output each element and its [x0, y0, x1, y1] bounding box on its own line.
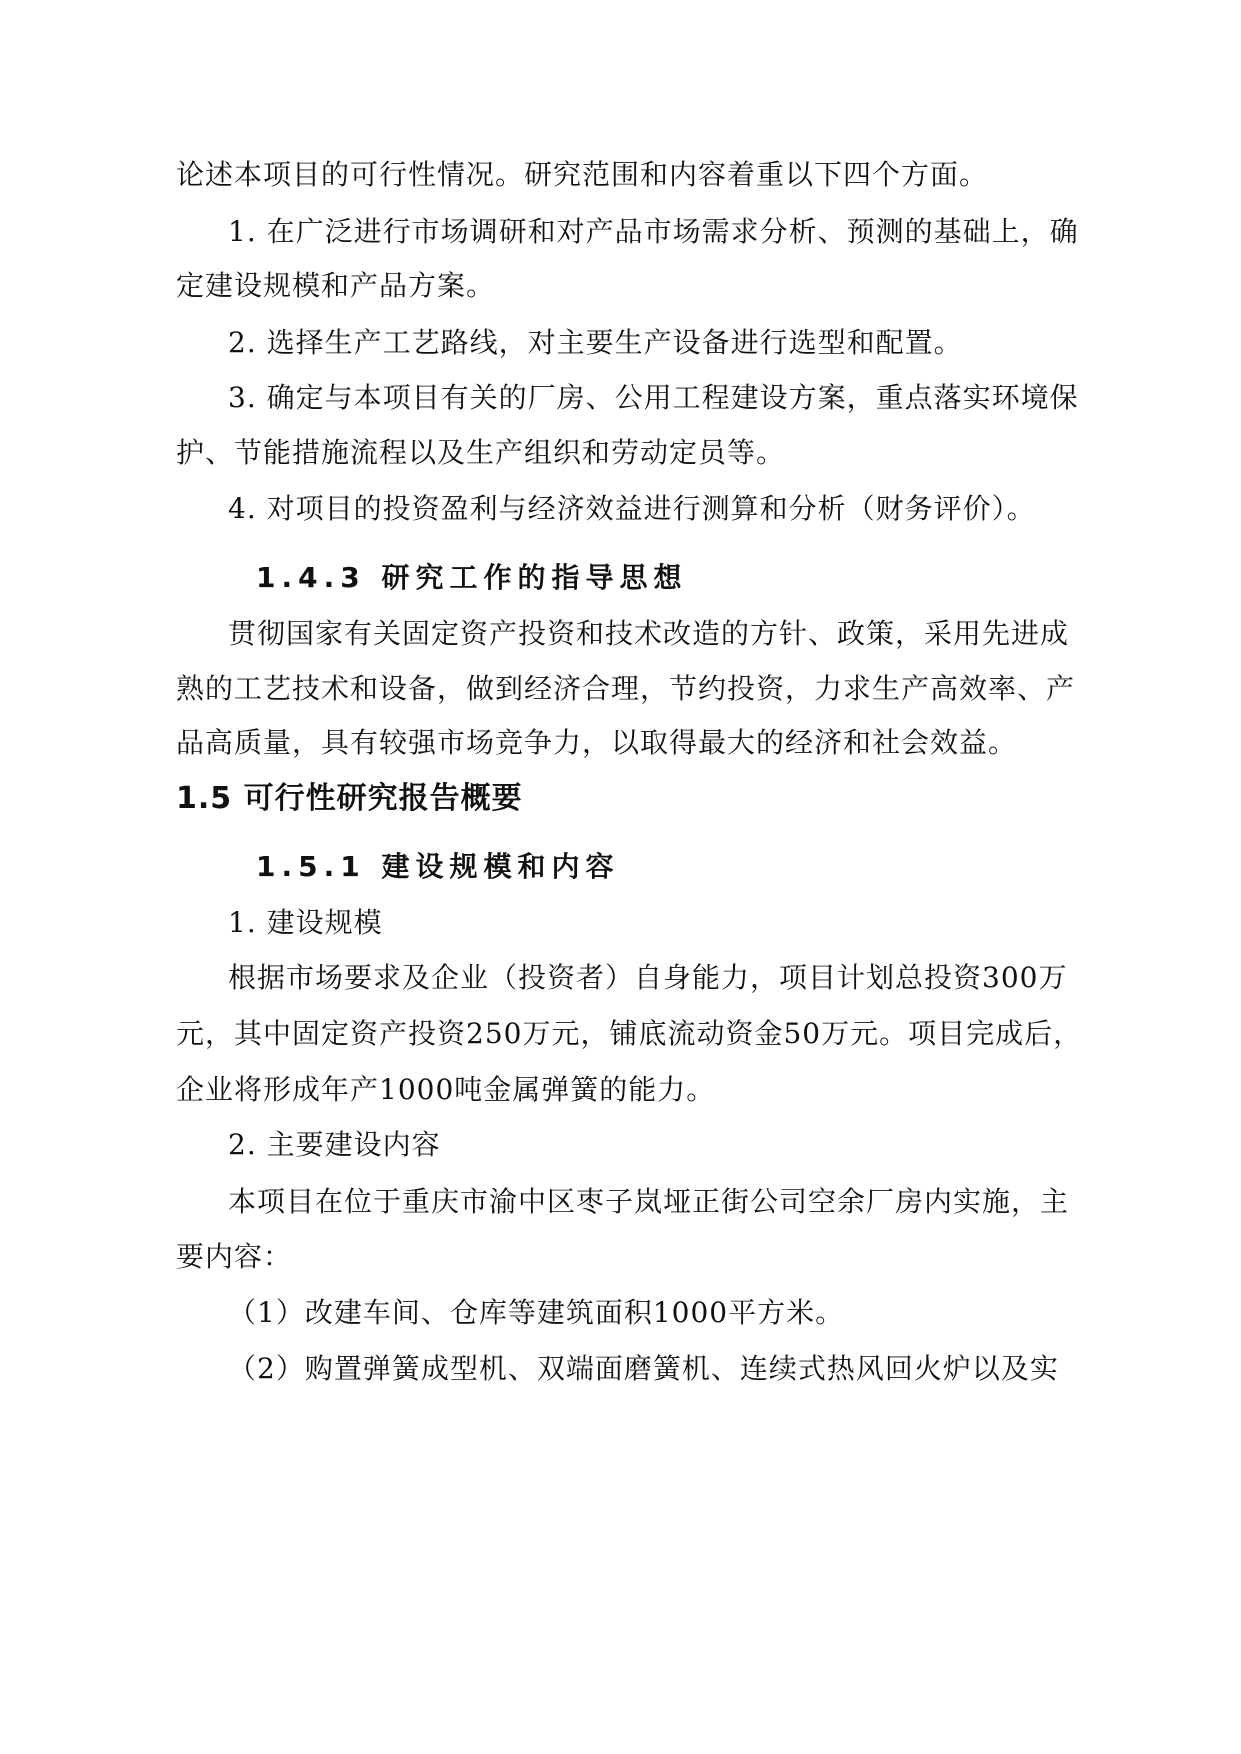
subheading-construction-scale: 1. 建设规模: [228, 906, 383, 939]
paragraph-line: 根据市场要求及企业（投资者）自身能力，项目计划总投资300万: [228, 961, 1068, 994]
subheading-main-content: 2. 主要建设内容: [228, 1128, 441, 1161]
paragraph-line: 熟的工艺技术和设备，做到经济合理，节约投资，力求生产高效率、产: [176, 672, 1076, 705]
list-item-paren-2: （2）购置弹簧成型机、双端面磨簧机、连续式热风回火炉以及实: [228, 1352, 1059, 1385]
list-item-2: 2. 选择生产工艺路线，对主要生产设备进行选型和配置。: [228, 326, 963, 359]
paragraph-line: 本项目在位于重庆市渝中区枣子岚垭正街公司空余厂房内实施，主: [228, 1185, 1070, 1218]
section-heading-1-4-3: 1.4.3 研究工作的指导思想: [256, 561, 688, 594]
paragraph-line: 企业将形成年产1000吨金属弹簧的能力。: [176, 1073, 716, 1106]
paragraph-line: 品高质量，具有较强市场竞争力，以取得最大的经济和社会效益。: [176, 726, 1018, 759]
section-heading-1-5-1: 1.5.1 建设规模和内容: [256, 850, 620, 883]
paragraph-line: 定建设规模和产品方案。: [176, 269, 496, 302]
list-item-1: 1. 在广泛进行市场调研和对产品市场需求分析、预测的基础上，确: [228, 215, 1079, 248]
paragraph-line: 要内容：: [176, 1240, 293, 1273]
list-item-paren-1: （1）改建车间、仓库等建筑面积1000平方米。: [228, 1296, 845, 1329]
list-item-3: 3. 确定与本项目有关的厂房、公用工程建设方案，重点落实环境保: [228, 381, 1079, 414]
list-item-4: 4. 对项目的投资盈利与经济效益进行测算和分析（财务评价）。: [228, 492, 1036, 525]
section-heading-1-5: 1.5 可行性研究报告概要: [176, 781, 523, 816]
paragraph-line: 论述本项目的可行性情况。研究范围和内容着重以下四个方面。: [176, 158, 989, 191]
paragraph-line: 元，其中固定资产投资250万元，铺底流动资金50万元。项目完成后，: [176, 1017, 1083, 1050]
paragraph-line: 贯彻国家有关固定资产投资和技术改造的方针、政策，采用先进成: [228, 617, 1070, 650]
paragraph-line: 护、节能措施流程以及生产组织和劳动定员等。: [176, 436, 786, 469]
